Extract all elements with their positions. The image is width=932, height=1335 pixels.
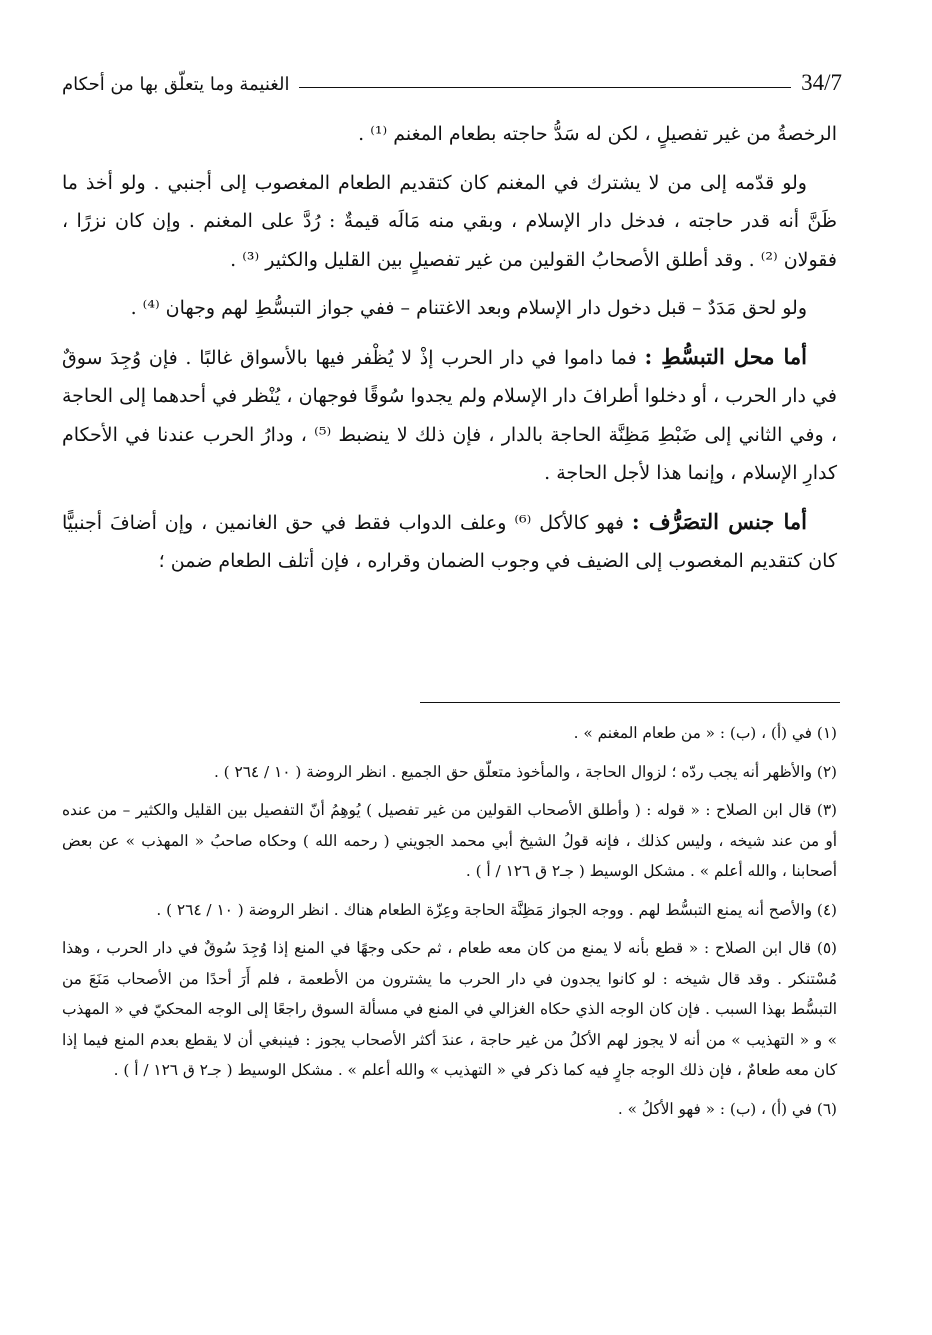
section-heading: أما جنس التصَرُّف :: [631, 508, 807, 534]
footnote-separator: [420, 702, 840, 703]
paragraph-text: فما داموا في دار الحرب إذْ لا يُظْفر فيها بالأسواق غالبًا . فإن وُجِدَ سوقٌ في دار الحرب ، أو دخلوا أطرافَ دار الإسلام ولم يجدوا سُوقًا فوجهان ، يُنْظر في أحدهما إلى الحاجة ، وفي الثاني إلى ضَبْطِ مَظِنَّة الحاجة بالدار ، فإن ذلك لا ينضبط ⁽⁵⁾ ، ودارُ الحرب عندنا في الأحكام كدارِ الإسلام ، وإنما هذا لأجل الحاجة .: [62, 346, 837, 484]
running-title: الغنيمة وما يتعلّق بها من أحكام: [62, 74, 290, 95]
footnote: (٤) والأصح أنه يمنع التبسُّط لهم . ووجه الجواز مَظِنَّة الحاجة وعِزّة الطعام هناك . انظر الروضة ( ١٠ / ٢٦٤ ) .: [156, 900, 837, 919]
main-text: [62, 115, 837, 591]
paragraph: [62, 503, 837, 581]
footnote: (٦) في (أ) ، (ب) : « فهو الأكلُ » .: [617, 1099, 837, 1118]
footnote: (١) في (أ) ، (ب) : « من طعام المغنم » .: [573, 724, 837, 742]
page-header: [62, 54, 842, 94]
footnote: (٣) قال ابن الصلاح : « قوله : ( وأطلق الأصحاب القولين من غير تفصيل ) يُوهِمُ أنّ التفصيل بين القليل والكثير – من عنده أو من عند شيخه ، وليس كذلك ، فإنه قولُ الشيخ أبي محمد الجويني ( رحمه الله ) وحكاه صاحبُ « المهذب » عن بعض أصحابنا ، والله أعلم » . مشكل الوسيط ( جـ٢ ق ١٢٦ / أ ) .: [62, 801, 837, 880]
paragraph: [62, 338, 837, 493]
paragraph: ولو لحق مَدَدٌ – قبل دخول دار الإسلام وبعد الاغتنام – ففي جواز التبسُّطِ لهم وجهان ⁽⁴⁾ .: [130, 297, 807, 319]
paragraph: الرخصةُ من غير تفصيلٍ ، لكن له سَدُّ حاجته بطعام المغنم ⁽¹⁾ .: [358, 123, 837, 145]
header-rule: [299, 87, 791, 88]
footnote: (٥) قال ابن الصلاح : « قطع بأنه لا يمنع من كان معه طعام ، ثم حكى وجهًا في المنع إذا وُجِدَ سُوقٌ في دار الحرب ، وهذا مُسْتنكر . وقد قال شيخه : لو كانوا يجدون في دار الحرب ما يشترون من الأطعمة ، فلم أَرَ أحدًا من الأصحاب مَنَعَ من التبسُّط بهذا السبب . فإن كان الوجه الذي حكاه الغزالي في المنع في مسألة السوق راجعًا إلى الوجه المحكيّ في « المهذب » و « التهذيب » من أنه لا يجوز لهم الأكلُ من غير حاجة ، عندَ أكثر الأصحاب يجوز : فينبغي أن لا يقطع بعدم المنع فيما إذا كان معه طعامٌ ، فإن ذلك الوجه جارٍ فيه كما ذكر في « التهذيب » والله أعلم » . مشكل الوسيط ( جـ٢ ق ١٢٦ / أ ) .: [62, 939, 837, 1079]
paragraph-text: فهو كالأكل ⁽⁶⁾ وعلف الدواب فقط في حق الغانمين ، وإن أضافَ أجنبيًّا كان كتقديم المغصوب إلى الضيف في وجوب الضمان وقراره ، فإن أتلف الطعام ضمن ؛: [62, 511, 837, 572]
page-number: 34/7: [801, 70, 842, 95]
paragraph: ولو قدّمه إلى من لا يشترك في المغنم كان كتقديم الطعام المغصوب إلى أجنبي . ولو أخذ ما ظَنَّ أنه قدر حاجته ، فدخل دار الإسلام ، وبقي منه مَالَه قيمةٌ : رُدَّ على المغنم . وإن كان نزرًا ، فقولان ⁽²⁾ . وقد أطلق الأصحابُ القولين من غير تفصيلٍ بين القليل والكثير ⁽³⁾ .: [62, 171, 837, 271]
section-heading: أما محل التبسُّطِ :: [644, 343, 808, 369]
footnote: (٢) والأظهر أنه يجب ردّه ؛ لزوال الحاجة ، والمأخوذ متعلّق حق الجميع . انظر الروضة ( ١٠ / ٢٦٤ ) .: [213, 762, 837, 781]
footnotes: [62, 718, 837, 1132]
